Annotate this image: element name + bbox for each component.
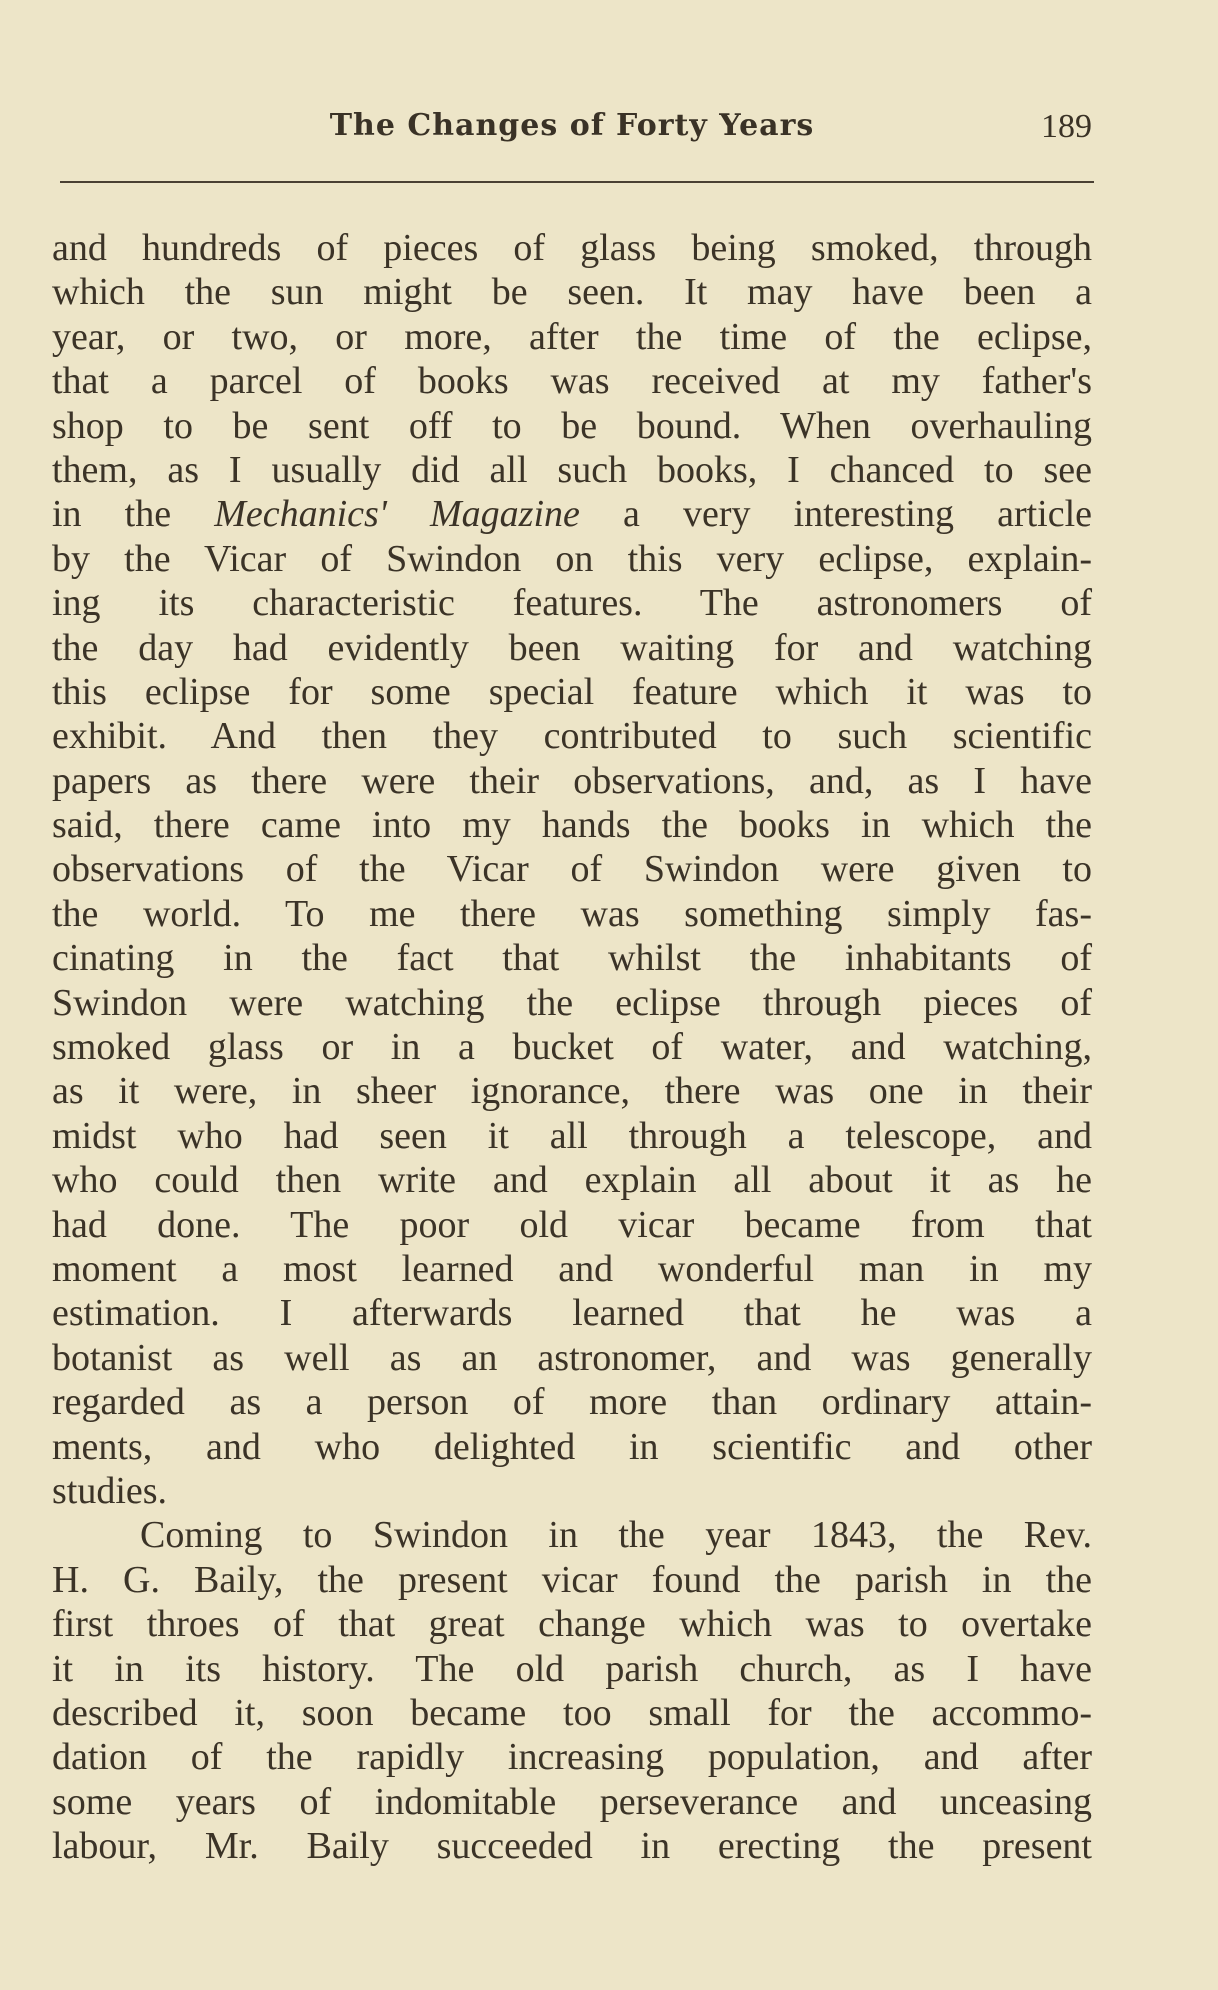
header-rule [60,181,1094,183]
text-line: H. G. Baily, the present vicar found the parish in the [52,1558,1092,1601]
text-line: which the sun might be seen. It may have been a [52,271,1092,314]
text-line: cinating in the fact that whilst the inhabitants of [52,937,1092,980]
text-line: moment a most learned and wonderful man in my [52,1247,1092,1290]
text-line: observations of the Vicar of Swindon were given to [52,848,1092,891]
text-line: by the Vicar of Swindon on this very eclipse, explain- [52,537,1092,580]
text-line: shop to be sent off to be bound. When overhauling [52,404,1092,447]
text-line: year, or two, or more, after the time of the eclipse, [52,315,1092,358]
text-line [52,492,1092,536]
text-line: exhibit. And then they contributed to such scientific [52,715,1092,758]
text-line: the day had evidently been waiting for and watching [52,626,1092,669]
text-segment: in the [52,493,215,536]
text-line: described it, soon became too small for the accommo- [52,1691,1092,1734]
text-line: this eclipse for some special feature which it was to [52,670,1092,713]
text-line: who could then write and explain all about it as he [52,1159,1092,1202]
text-line: and hundreds of pieces of glass being smoked, through [52,227,1092,269]
paragraph-end-line: studies. [52,1469,168,1512]
text-line: that a parcel of books was received at my father's [52,360,1092,403]
text-line: labour, Mr. Baily succeeded in erecting the present [52,1825,1092,1868]
text-line: ing its characteristic features. The astronomers of [52,582,1092,625]
text-line: first throes of that great change which was to overtake [52,1603,1092,1646]
body-text [52,226,1092,1868]
running-title: The Changes of Forty Years [329,108,815,143]
text-line: botanist as well as an astronomer, and was generally [52,1336,1092,1379]
text-line: Swindon were watching the eclipse through pieces of [52,981,1092,1024]
text-line: some years of indomitable perseverance and unceasing [52,1780,1092,1823]
page-number: 189 [1041,108,1092,145]
text-line: regarded as a person of more than ordinary attain- [52,1381,1092,1424]
text-line: it in its history. The old parish church, as I have [52,1647,1092,1690]
text-line: papers as there were their observations, and, as I have [52,759,1092,802]
text-line: smoked glass or in a bucket of water, and watching, [52,1026,1092,1069]
text-line: the world. To me there was something simply fas- [52,892,1092,935]
text-line: estimation. I afterwards learned that he was a [52,1292,1092,1335]
page-header [52,108,1092,168]
text-segment: a very interesting article [579,493,1093,536]
text-line: dation of the rapidly increasing population, and after [52,1736,1092,1779]
text-line: ments, and who delighted in scientific and other [52,1425,1092,1468]
text-line: had done. The poor old vicar became from that [52,1203,1092,1246]
magazine-title: Mechanics' Magazine [214,493,580,536]
paragraph-first-line: Coming to Swindon in the year 1843, the Rev. [140,1514,1092,1557]
text-line: as it were, in sheer ignorance, there was one in their [52,1070,1092,1113]
text-line: midst who had seen it all through a telescope, and [52,1114,1092,1157]
text-line: them, as I usually did all such books, I chanced to see [52,448,1092,491]
text-line: said, there came into my hands the books in which the [52,804,1092,847]
